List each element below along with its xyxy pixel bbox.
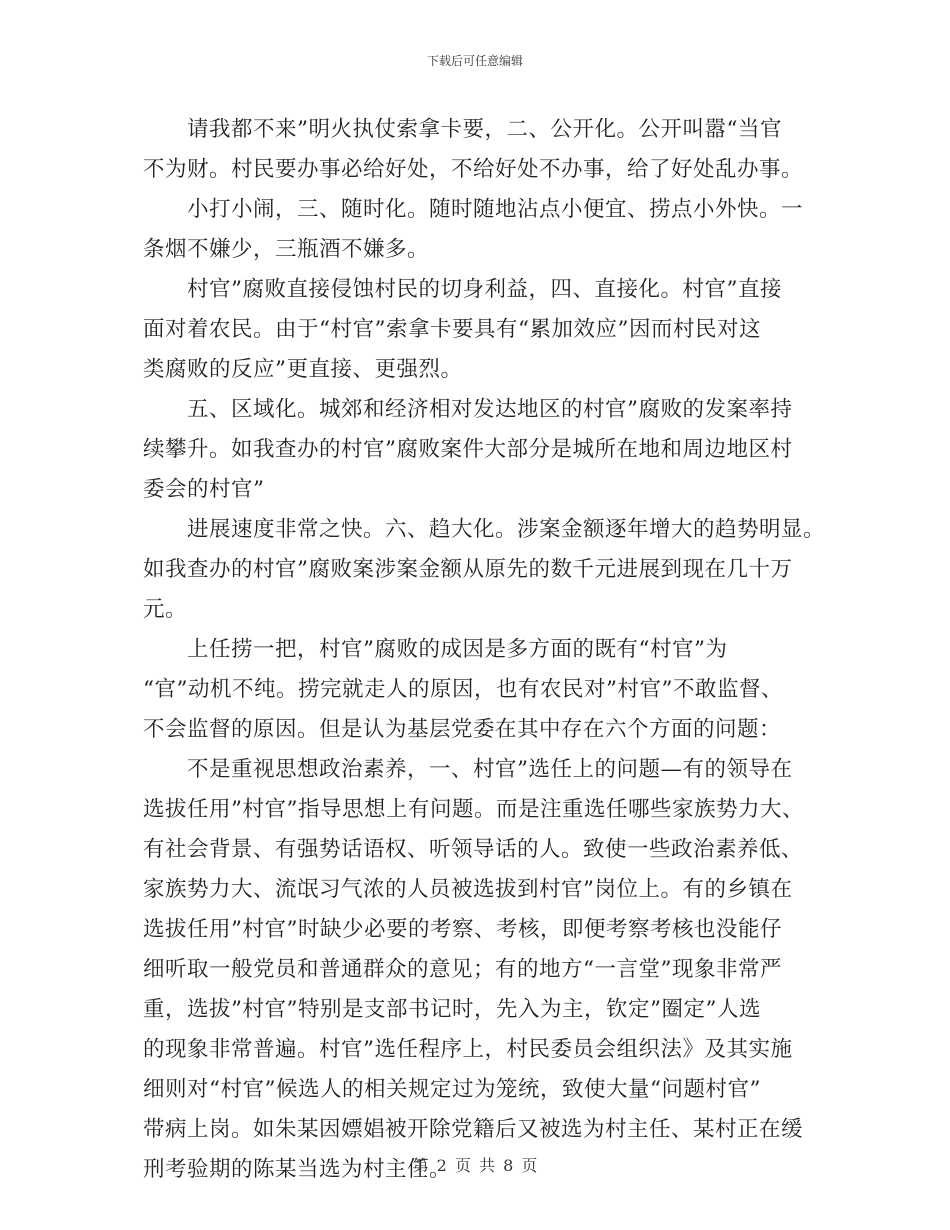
- text-line: 类腐败的反应”更直接、更强烈。: [143, 357, 463, 382]
- text-line: 请我都不来”明火执仗索拿卡要，二、公开化。公开叫嚣“当官: [143, 117, 782, 142]
- text-line: 不会监督的原因。但是认为基层党委在其中存在六个方面的问题：: [143, 717, 782, 742]
- text-line: 进展速度非常之快。六、趋大化。涉案金额逐年增大的趋势明显。: [143, 517, 826, 542]
- text-line: 选拔任用”村官”指导思想上有问题。而是注重选任哪些家族势力大、: [143, 797, 804, 822]
- text-line: 不是重视思想政治素养，一、村官”选任上的问题—有的领导在: [143, 757, 793, 782]
- text-line: 不为财。村民要办事必给好处，不给好处不办事，给了好处乱办事。: [143, 157, 804, 182]
- text-line: 家族势力大、流氓习气浓的人员被选拔到村官”岗位上。有的乡镇在: [143, 877, 793, 902]
- text-line: 选拔任用”村官”时缺少必要的考察、考核，即便考察考核也没能仔: [143, 917, 782, 942]
- text-line: 有社会背景、有强势话语权、听领导话的人。致使一些政治素养低、: [143, 837, 804, 862]
- text-line: 上任捞一把，村官”腐败的成因是多方面的既有“村官”为: [143, 637, 728, 662]
- text-line: 小打小闹，三、随时化。随时随地沾点小便宜、捞点小外快。一: [143, 197, 804, 222]
- text-line: 条烟不嫌少，三瓶酒不嫌多。: [143, 237, 430, 262]
- page-footer: 第 2 页 共 8 页: [412, 1156, 538, 1175]
- text-line: 村官”腐败直接侵蚀村民的切身利益，四、直接化。村官”直接: [143, 277, 782, 302]
- text-line: “官”动机不纯。捞完就走人的原因，也有农民对”村官”不敢监督、: [143, 677, 783, 702]
- page-header: 下载后可任意编辑: [426, 54, 523, 68]
- text-line: 细听取一般党员和普通群众的意见；有的地方“一言堂”现象非常严: [143, 957, 782, 982]
- text-line: 带病上岗。如朱某因嫖娼被开除党籍后又被选为村主任、某村正在缓: [143, 1117, 804, 1142]
- text-line: 委会的村官”: [143, 477, 265, 502]
- text-line: 面对着农民。由于“村官”索拿卡要具有“累加效应”因而村民对这: [143, 317, 761, 342]
- text-line: 元。: [143, 597, 188, 622]
- text-line: 重，选拔”村官”特别是支部书记时，先入为主，钦定”圈定”人选: [143, 997, 761, 1022]
- text-line: 如我查办的村官”腐败案涉案金额从原先的数千元进展到现在几十万: [143, 557, 793, 582]
- text-line: 细则对“村官”候选人的相关规定过为笼统，致使大量“问题村官”: [143, 1077, 761, 1102]
- document-body: [143, 110, 826, 1190]
- text-line: 的现象非常普遍。村官”选任程序上，村民委员会组织法》及其实施: [143, 1037, 793, 1062]
- text-line: 续攀升。如我查办的村官”腐败案件大部分是城所在地和周边地区村: [143, 437, 793, 462]
- text-line: 刑考验期的陈某当选为村主任。: [143, 1157, 452, 1182]
- text-line: 五、区域化。城郊和经济相对发达地区的村官”腐败的发案率持: [143, 397, 793, 422]
